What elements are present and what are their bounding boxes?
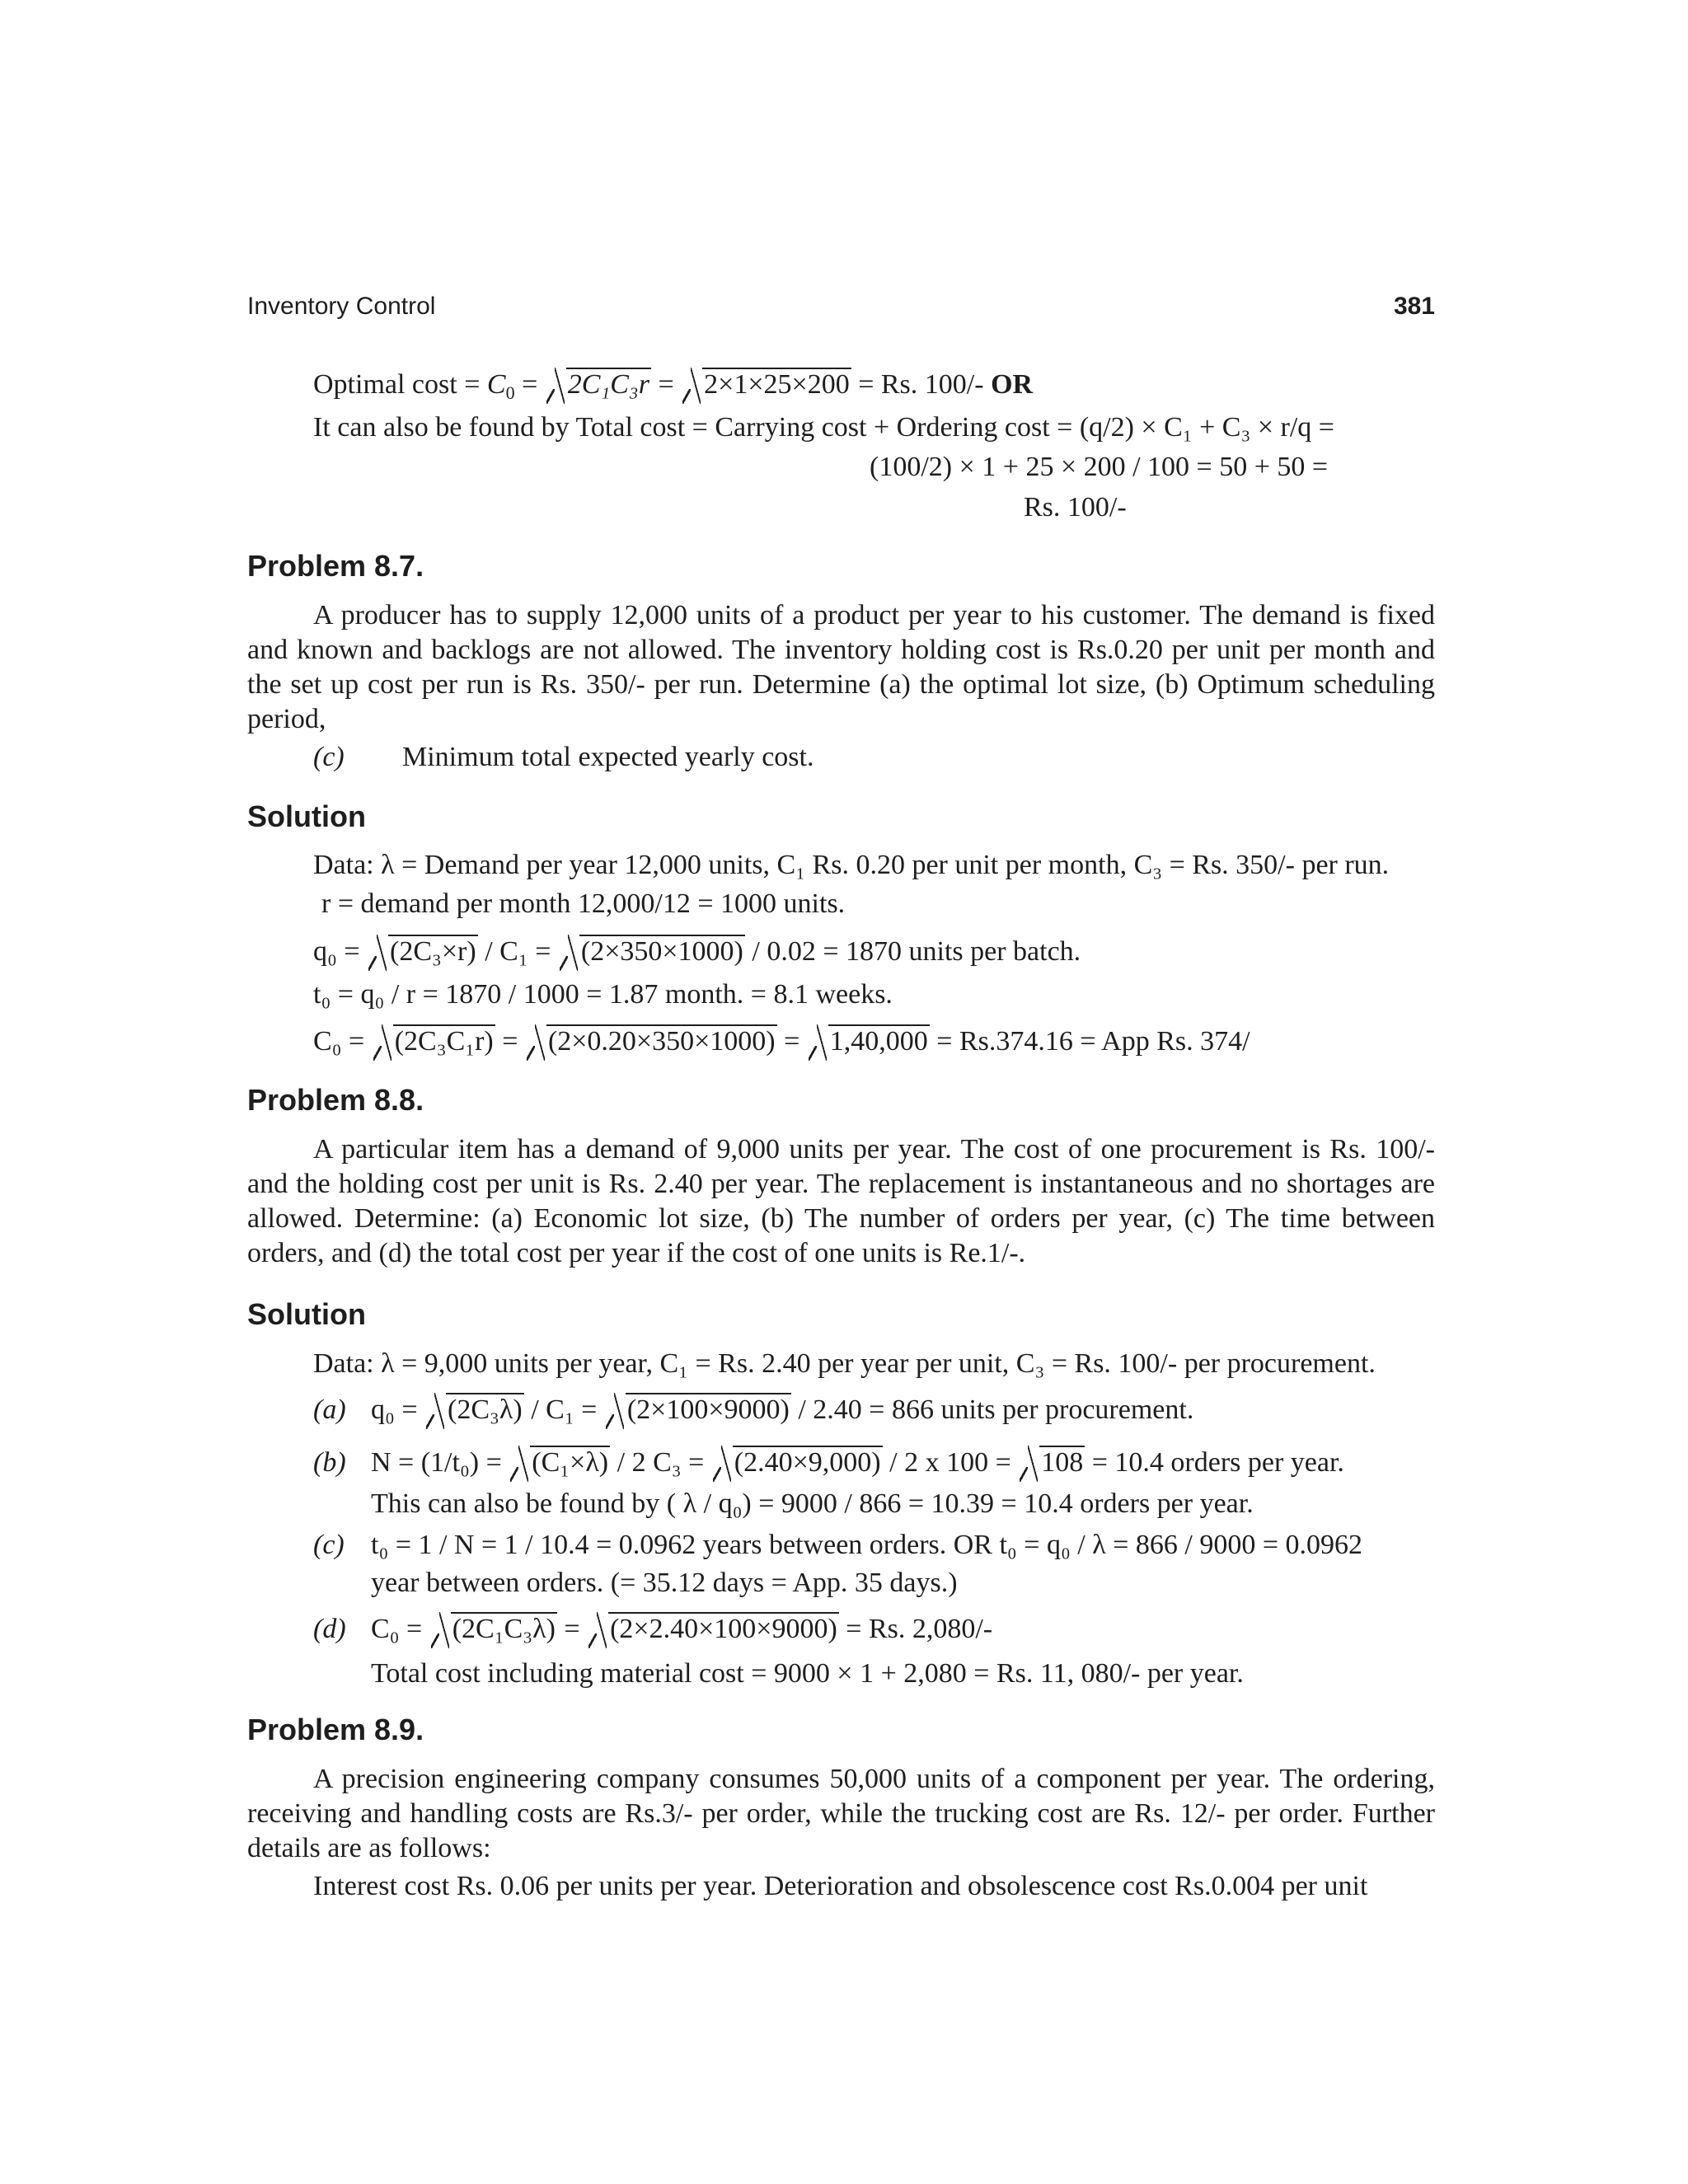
solution-8-8-item-b: (b) N = (1/t₀) = (C₁×λ) / 2 C₃ = (2.40×9,000) / 2 x 100 = 108 = 10.4 orders per year. xyxy=(313,1447,1344,1478)
solution-8-7-heading: Solution xyxy=(247,799,366,833)
sqrt-expression: (C₁×λ) xyxy=(509,1447,610,1479)
problem-8-7-item-c: (c) Minimum total expected yearly cost. xyxy=(313,742,814,772)
solution-8-7-demand: r = demand per month 12,000/12 = 1000 units. xyxy=(321,888,846,919)
problem-8-8-text: A particular item has a demand of 9,000 units per year. The cost of one procurement is Rs. 100/- and the holding cost per unit is Rs. 2.40 per year. The replacement is instantaneous and no shortages are allowed. Determine: (a) Economic lot size, (b) The number of orders per year, (c) The time between orders, and (d) the total cost per year if the cost of one units is Re.1/-. xyxy=(247,1134,1435,1268)
solution-8-8-item-a: (a) q₀ = (2C₃λ) / C₁ = (2×100×9000) / 2.40 = 866 units per procurement. xyxy=(313,1394,1194,1425)
sqrt-expression: (2×350×1000) xyxy=(558,936,745,968)
page-number: 381 xyxy=(1393,293,1435,320)
solution-8-8-item-c-cont: year between orders. (= 35.12 days = App. 35 days.) xyxy=(371,1568,958,1598)
sqrt-expression: 2×1×25×200 xyxy=(681,369,851,401)
sqrt-expression: 2C₁C₃r xyxy=(545,369,651,401)
problem-8-7-heading: Problem 8.7. xyxy=(247,549,424,583)
sqrt-expression: (2.40×9,000) xyxy=(711,1447,883,1479)
sqrt-expression: (2C₃C₁r) xyxy=(372,1026,495,1057)
problem-8-9-text: A precision engineering company consumes 50,000 units of a component per year. The ordering, receiving and handling costs are Rs.3/- per order, while the trucking cost are Rs. 12/- per order. Further details are as follows: xyxy=(247,1764,1435,1863)
solution-8-8-item-b-alt: This can also be found by ( λ / q₀) = 9000 / 866 = 10.39 = 10.4 orders per year. xyxy=(371,1488,1254,1519)
sqrt-expression: 1,40,000 xyxy=(807,1026,930,1057)
total-cost-line: It can also be found by Total cost = Carrying cost + Ordering cost = (q/2) × C₁ + C₃ × r/q = xyxy=(313,412,1334,443)
total-cost-calc: (100/2) × 1 + 25 × 200 / 100 = 50 + 50 = xyxy=(870,452,1329,482)
sqrt-expression: (2C₃λ) xyxy=(424,1394,524,1426)
problem-8-7-text: A producer has to supply 12,000 units of a product per year to his customer. The demand is fixed and known and backlogs are not allowed. The inventory holding cost is Rs.0.20 per unit per month and the set up cost per run is Rs. 350/- per run. Determine (a) the optimal lot size, (b) Optimum scheduling period, xyxy=(247,600,1435,734)
sqrt-expression: (2×100×9000) xyxy=(604,1394,791,1426)
sqrt-expression: (2C₁C₃λ) xyxy=(429,1614,557,1645)
solution-8-7-period: t₀ = q₀ / r = 1870 / 1000 = 1.87 month. = 8.1 weeks. xyxy=(313,979,893,1010)
solution-8-8-heading: Solution xyxy=(247,1297,366,1331)
solution-8-7-data: Data: λ = Demand per year 12,000 units, C₁ Rs. 0.20 per unit per month, C₃ = Rs. 350/- per run. xyxy=(313,850,1390,880)
sqrt-expression: (2C₃×r) xyxy=(367,936,478,968)
solution-8-8-item-c: (c) t₀ = 1 / N = 1 / 10.4 = 0.0962 years between orders. OR t₀ = q₀ / λ = 866 / 9000 = 0.0962 xyxy=(313,1530,1363,1560)
solution-8-7-lot-size: q₀ = (2C₃×r) / C₁ = (2×350×1000) / 0.02 = 1870 units per batch. xyxy=(313,936,1081,967)
sqrt-expression: (2×0.20×350×1000) xyxy=(525,1026,777,1057)
solution-8-8-item-d: (d) C₀ = (2C₁C₃λ) = (2×2.40×100×9000) = Rs. 2,080/- xyxy=(313,1614,993,1644)
optimal-cost-line: Optimal $\cos t = C_0 = 2C_1C_3r = 2\times 1\times 25\times 200 = Rs$. 100/- OR xyxy=(313,369,1034,403)
sqrt-expression: (2×2.40×100×9000) xyxy=(587,1614,839,1645)
problem-8-8-heading: Problem 8.8. xyxy=(247,1083,424,1117)
solution-8-8-item-d-total: Total cost including material cost = 9000 × 1 + 2,080 = Rs. 11, 080/- per year. xyxy=(371,1658,1244,1689)
running-header-chapter: Inventory Control xyxy=(247,293,436,320)
solution-8-7-cost: C₀ = (2C₃C₁r) = (2×0.20×350×1000) = 1,40,000 = Rs.374.16 = App Rs. 374/ xyxy=(313,1026,1250,1057)
sqrt-expression: 108 xyxy=(1018,1447,1085,1479)
problem-8-9-interest-line: Interest cost Rs. 0.06 per units per year. Deterioration and obsolescence cost Rs.0.004 per unit xyxy=(313,1871,1368,1901)
problem-8-9-heading: Problem 8.9. xyxy=(247,1713,424,1746)
total-cost-result: Rs. 100/- xyxy=(1024,492,1127,523)
solution-8-8-data: Data: λ = 9,000 units per year, C₁ = Rs. 2.40 per year per unit, C₃ = Rs. 100/- per procurement. xyxy=(313,1348,1376,1379)
